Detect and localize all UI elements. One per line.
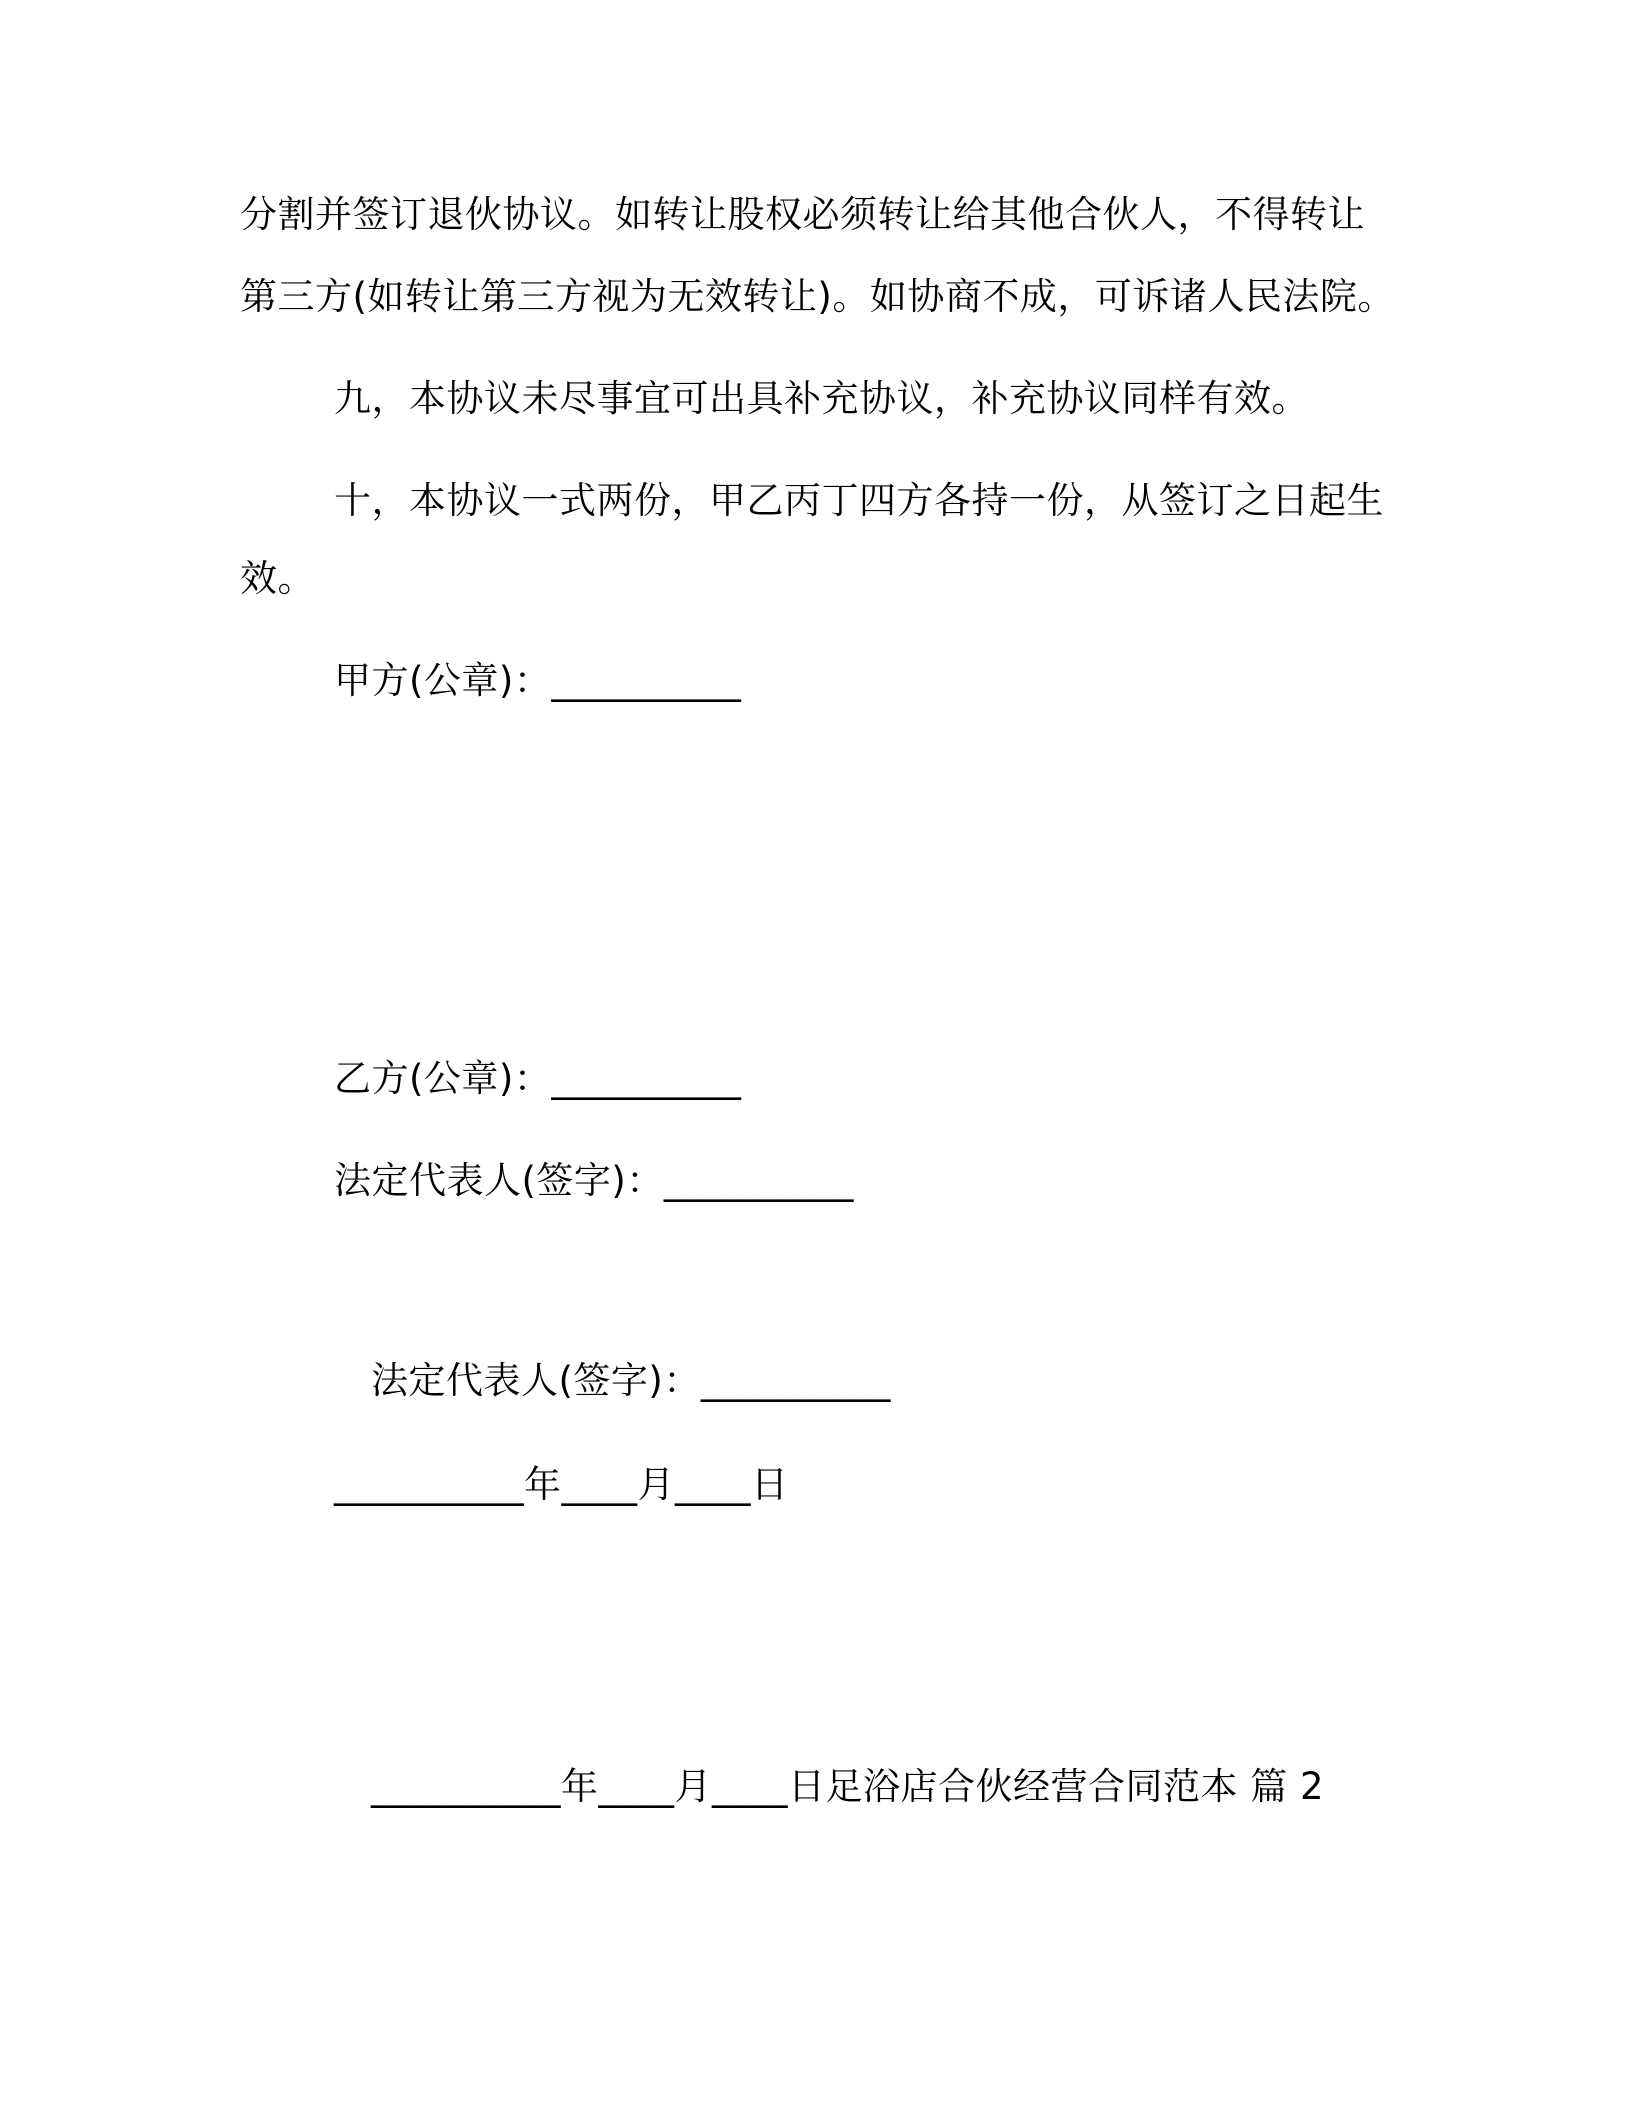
legal-representative-signature-line: 法定代表人(签字)：__________: [334, 1159, 854, 1202]
clause-text-line: 分割并签订退伙协议。如转让股权必须转让给其他合伙人，不得转让: [240, 193, 1365, 236]
clause-ten: 十，本协议一式两份，甲乙丙丁四方各持一份，从签订之日起生: [334, 479, 1384, 522]
clause-nine: 九，本协议未尽事宜可出具补充协议，补充协议同样有效。: [334, 377, 1309, 420]
clause-ten-continuation: 效。: [240, 557, 315, 600]
party-a-seal-line: 甲方(公章)：__________: [334, 659, 742, 702]
party-b-seal-line: 乙方(公章)：__________: [334, 1057, 742, 1100]
legal-representative-signature-line-2: 法定代表人(签字)：__________: [371, 1359, 891, 1402]
date-and-next-section-title: __________年____月____日足浴店合伙经营合同范本 篇 2: [371, 1765, 1325, 1808]
date-line: __________年____月____日: [334, 1463, 789, 1506]
clause-text-line: 第三方(如转让第三方视为无效转让)。如协商不成，可诉诸人民法院。: [240, 275, 1395, 318]
